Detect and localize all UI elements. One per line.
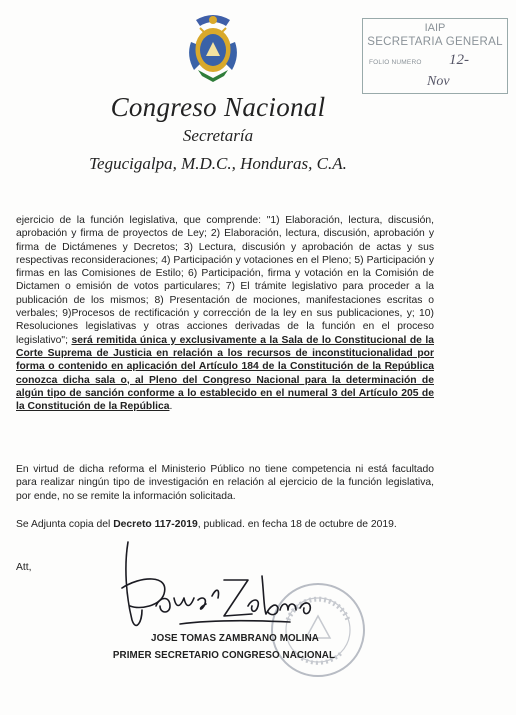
paragraph-2-text: En virtud de dicha reforma el Ministerio Público no tiene competencia ni está facultado para realizar ningún tipo de investigación en relación al ejercicio de la función legislativa, por ende, no se remite la información solicitada. (16, 464, 434, 502)
closing-salutation: Att, (16, 562, 32, 573)
institution-city: Tegucigalpa, M.D.C., Honduras, C.A. (89, 154, 347, 173)
institution-title: Congreso Nacional (110, 92, 326, 122)
paragraph-1-text: ejercicio de la función legislativa, que comprende: "1) Elaboración, lectura, discusión, aprobación y firma de proyectos de Ley; 2) Elaboración, lectura, discusión, aprobación y firma de Dictámenes y Decretos; 3) Lectura, discusión y aprobación de actas y sus respectivas reconsideraciones; 4) Participación y votaciones en el Pleno; 5) Participación y firmas en las Comisiones de Estilo; 6) Participación, firma y votación en la Comisión de Dictamen o emisión de votos particulares; 7) El trámite legislativo para proceder a la publicación de los mismos; 8) Presentación de mociones, manifestaciones escritas o verbales; 9)Procesos de rectificación y corrección de la ley en sus publicaciones, y; 10) Resoluciones legislativas y otras acciones derivadas de la función en el proceso legislativo"; (16, 215, 434, 346)
handwritten-signature (120, 536, 330, 644)
stamp-line-2: SECRETARIA GENERAL (367, 36, 503, 48)
coat-of-arms-icon (186, 12, 240, 84)
paragraph-3-prefix: Se Adjunta copia del (16, 519, 114, 530)
stamp-folio-handwritten-2: Nov (427, 74, 450, 89)
body-paragraph-1 (16, 214, 434, 413)
received-stamp (362, 18, 508, 94)
signer-name: JOSE TOMAS ZAMBRANO MOLINA (151, 633, 319, 644)
paragraph-3-suffix: , publicad. en fecha 18 de octubre de 2019. (197, 519, 397, 530)
stamp-folio-handwritten: 12- (449, 52, 469, 68)
body-paragraph-2 (16, 463, 434, 503)
paragraph-1-end: . (169, 401, 173, 413)
stamp-line-1: IAIP (424, 22, 446, 34)
paragraph-1-emphasis: será remitida única y exclusivamente a la Sala de lo Constitucional de la Corte Suprema de Justicia en relación a los recursos de inconstitucionalidad por forma o contenido en aplicación del Artículo 184 de la Constitución de la República conozca dicha sala o, al Pleno del Congreso Nacional para la determinación de algún tipo de sanción conforme a lo establecido en el numeral 3 del Artículo 205 de la Constitución de la República (16, 334, 434, 413)
signer-title: PRIMER SECRETARIO CONGRESO NACIONAL (112, 650, 336, 661)
stamp-folio-label: FOLIO NUMERO (369, 59, 422, 66)
body-paragraph-3 (16, 518, 434, 531)
institution-subtitle: Secretaría (182, 126, 254, 145)
decree-number: Decreto 117-2019 (113, 519, 198, 530)
